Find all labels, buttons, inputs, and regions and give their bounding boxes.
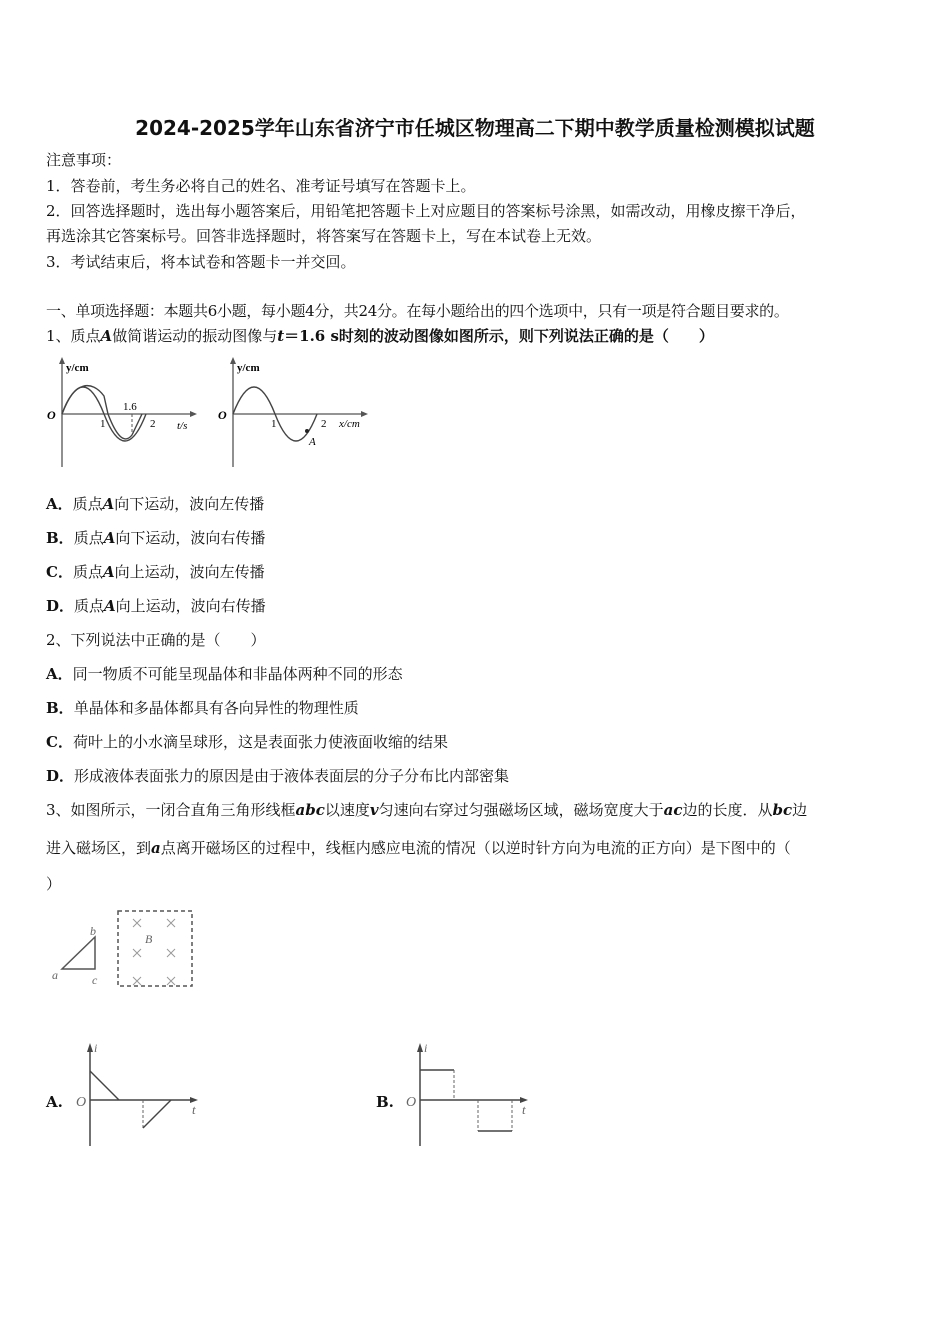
svg-text:2: 2 (150, 418, 156, 430)
vibration-graph (44, 355, 204, 467)
option-a-label: A. (46, 1093, 63, 1111)
option-c: C．质点A向上运动，波向左传播 (46, 563, 265, 581)
option-b-label: B. (376, 1093, 394, 1111)
svg-text:1.6: 1.6 (123, 401, 137, 413)
svg-text:O: O (76, 1095, 87, 1110)
option-b-graph (404, 1040, 534, 1150)
svg-text:A: A (309, 436, 316, 448)
svg-text:t: t (192, 1102, 196, 1117)
question-3-stem: 3、如图所示，一闭合直角三角形线框abc以速度v匀速向右穿过匀强磁场区域，磁场宽度大于ac边的长度．从bc边 (46, 801, 808, 819)
svg-text:t/s: t/s (177, 420, 188, 432)
svg-text:i: i (424, 1041, 428, 1055)
notice-item: 3．考试结束后，将本试卷和答题卡一并交回。 (46, 253, 356, 271)
option-b: B．质点A向下运动，波向右传播 (46, 529, 266, 547)
question-2-stem: 2、下列说法中正确的是（ ） (46, 631, 266, 649)
svg-text:y/cm: y/cm (237, 362, 260, 374)
wave-graph (215, 355, 375, 467)
notice-item: 1．答卷前，考生务必将自己的姓名、准考证号填写在答题卡上。 (46, 177, 476, 195)
svg-text:2: 2 (321, 418, 327, 430)
notice-item: 再选涂其它答案标号。回答非选择题时，将答案写在答题卡上，写在本试卷上无效。 (46, 227, 602, 245)
svg-text:t: t (522, 1102, 526, 1117)
option-d: D．形成液体表面张力的原因是由于液体表面层的分子分布比内部密集 (46, 767, 510, 785)
svg-text:i: i (94, 1041, 98, 1055)
question-1-stem: 1、质点A做简谐运动的振动图像与t＝1.6 s时刻的波动图像如图所示，则下列说法正确的是（ ） (46, 327, 714, 345)
svg-text:1: 1 (100, 418, 106, 430)
option-c: C．荷叶上的小水滴呈球形，这是表面张力使液面收缩的结果 (46, 733, 448, 751)
option-a: A．质点A向下运动，波向左传播 (46, 495, 265, 513)
option-b: B．单晶体和多晶体都具有各向异性的物理性质 (46, 699, 359, 717)
question-3-stem-end: ） (46, 875, 62, 893)
svg-text:b: b (90, 924, 96, 938)
svg-text:O: O (406, 1095, 417, 1110)
option-a: A．同一物质不可能呈现晶体和非晶体两种不同的形态 (46, 665, 403, 683)
svg-text:O: O (47, 408, 56, 422)
svg-text:B: B (145, 932, 153, 946)
svg-text:a: a (52, 968, 58, 982)
svg-text:c: c (92, 973, 98, 987)
option-a-graph (74, 1040, 204, 1150)
question-3-stem-cont: 进入磁场区，到a点离开磁场区的过程中，线框内感应电流的情况（以逆时针方向为电流的正方向）是下图中的（ (46, 839, 791, 857)
svg-text:O: O (218, 408, 227, 422)
svg-text:x/cm: x/cm (339, 418, 360, 430)
page-title: 2024-2025学年山东省济宁市任城区物理高二下期中教学质量检测模拟试题 (135, 116, 815, 140)
triangle-field-diagram (44, 905, 204, 995)
notice-item: 2．回答选择题时，选出每小题答案后，用铅笔把答题卡上对应题目的答案标号涂黑，如需改动，用橡皮擦干净后， (46, 202, 806, 220)
notice-heading: 注意事项： (46, 151, 122, 169)
svg-text:y/cm: y/cm (66, 362, 89, 374)
svg-text:1: 1 (271, 418, 277, 430)
option-d: D．质点A向上运动，波向右传播 (46, 597, 266, 615)
section-heading: 一、单项选择题：本题共6小题，每小题4分，共24分。在每小题给出的四个选项中，只有一项是符合题目要求的。 (46, 302, 789, 320)
